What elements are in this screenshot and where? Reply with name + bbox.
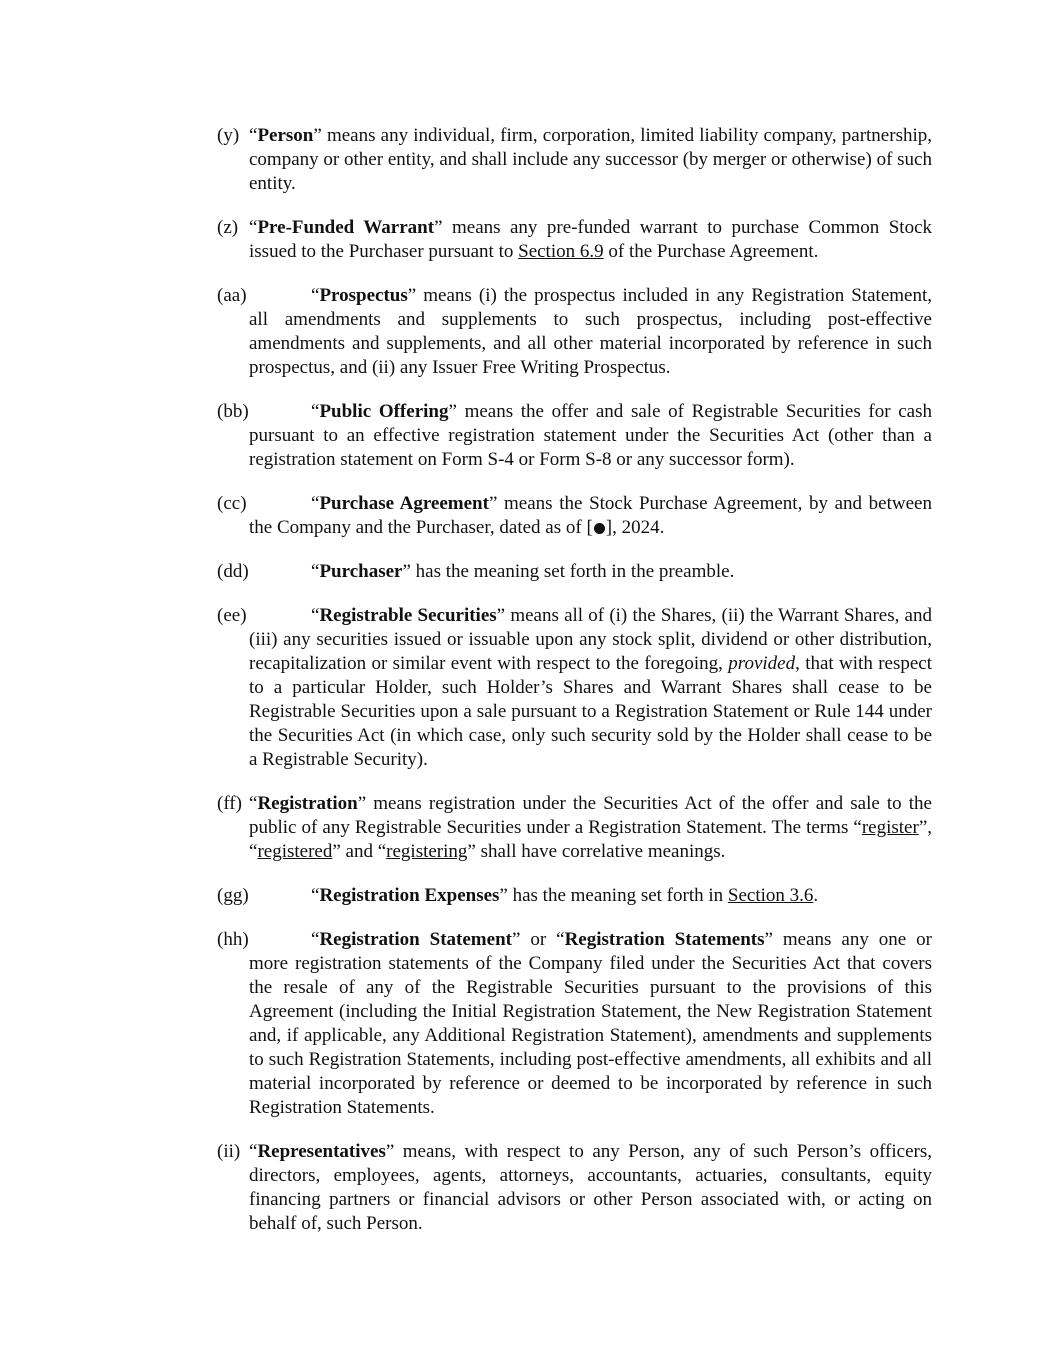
definition-label: (y) [217,125,240,146]
definition-dd: (dd) “Purchaser” has the meaning set forth in the preamble. [217,561,735,582]
definition-text: means, with respect to any Person, any of such Person’s officers, directors, employees, agents, attorneys, accountants, actuaries, consultants, equity financing partners or financial advisors or other Person associated with, or acting on behalf of, such Person. [249,1141,932,1234]
definitions-list [217,124,932,1256]
definition-label: (dd) [217,561,249,582]
definition-text: means any one or more registration statements of the Company filed under the Securities Act that covers the resale of any of the Registrable Securities pursuant to the provisions of this Agreement (including the Initial Registration Statement, the New Registration Statement and, if applicable, any Additional Registration Statement), amendments and supplements to such Registration Statements, including post-effective amendments, all exhibits and all material incorporated by reference or deemed to be incorporated by reference in such Registration Statements. [249,929,932,1118]
definition-label: (ii) [217,1141,241,1162]
defined-term: Person [257,125,314,146]
defined-term: Registration [257,793,358,814]
defined-term: Pre-Funded Warrant [257,217,435,238]
underlined-term: registering [386,841,468,862]
definition-label: (hh) [217,929,249,950]
definition-hh: (hh) “Registration Statement” or “Registration Statements” means any one or more registration statements of the Company filed under the Securities Act that covers the resale of any of the Registrable Securities pursuant to the provisions of this Agreement (including the Initial Registration Statement, the New Registration Statement and, if applicable, any Additional Registration Statement), amendments and supplements to such Registration Statements, including post-effective amendments, all exhibits and all material incorporated by reference or deemed to be incorporated by reference in such Registration Statements. [217,929,932,1118]
definition-text: means any individual, firm, corporation, limited liability company, partnership, company or other entity, and shall include any successor (by merger or otherwise) of such entity. [249,125,932,194]
definition-y: (y) “Person” means any individual, firm, corporation, limited liability company, partnership, company or other entity, and shall include any successor (by merger or otherwise) of such entity. [217,125,932,194]
definition-ii: (ii) “Representatives” means, with respect to any Person, any of such Person’s officers, directors, employees, agents, attorneys, accountants, actuaries, consultants, equity financing partners or financial advisors or other Person associated with, or acting on behalf of, such Person. [217,1141,932,1234]
definition-gg: (gg) “Registration Expenses” has the meaning set forth in Section 3.6. [217,885,819,906]
defined-term: Purchase Agreement [319,493,489,514]
definition-label: (gg) [217,885,249,906]
underlined-term: register [861,817,919,838]
definition-ff: (ff) “Registration” means registration under the Securities Act of the offer and sale to the public of any Registrable Securities under a Registration Statement. The terms “register”, “registered” and “registering” shall have correlative meanings. [217,793,932,862]
definition-cc: (cc) “Purchase Agreement” means the Stock Purchase Agreement, by and between the Company and the Purchaser, dated as of [ ], 2024. [217,493,932,538]
definition-bb: (bb) “Public Offering” means the offer and sale of Registrable Securities for cash pursuant to an effective registration statement under the Securities Act (other than a registration statement on Form S-4 or Form S-8 or any successor form). [217,401,932,470]
definition-text: ”, “ [249,817,932,862]
definition-label: (aa) [217,285,247,306]
definition-z: (z) “Pre-Funded Warrant” means any pre-funded warrant to purchase Common Stock issued to the Purchaser pursuant to Section 6.9 of the Purchase Agreement. [217,217,932,262]
definition-label: (ee) [217,605,247,626]
definition-text: ], 2024. [605,517,665,538]
defined-term: Registration Expenses [319,885,500,906]
definition-text: ” and “ [332,841,387,862]
definition-text: means registration under the Securities Act of the offer and sale to the public of any Registrable Securities under a Registration Statement. The terms “ [249,793,932,838]
definition-text: or “ [520,929,565,950]
definition-text: of the Purchase Agreement. [603,241,819,262]
bullet-placeholder-icon [594,523,605,534]
defined-term: Registrable Securities [319,605,497,626]
defined-term: Prospectus [319,285,408,306]
definition-text: , that with respect to a particular Holder, such Holder’s Shares and Warrant Shares shall cease to be Registrable Securities upon a sale pursuant to a Registration Statement or Rule 144 under the Securities Act (in which case, only such security sold by the Holder shall cease to be a Registrable Security). [249,653,932,770]
definition-aa: (aa) “Prospectus” means (i) the prospectus included in any Registration Statement, all amendments and supplements to such prospectus, including post-effective amendments and supplements, and all other material incorporated by reference in such prospectus, and (ii) any Issuer Free Writing Prospectus. [217,285,932,378]
definition-text: has the meaning set forth in [507,885,728,906]
defined-term: Registration Statements [564,929,765,950]
definition-label: (z) [217,217,239,238]
definition-text: ” shall have correlative meanings. [467,841,726,862]
definition-text: means (i) the prospectus included in any Registration Statement, all amendments and supplements to such prospectus, including post-effective amendments and supplements, and all other material incorporated by reference in such prospectus, and (ii) any Issuer Free Writing Prospectus. [249,285,932,378]
definition-text: means the offer and sale of Registrable Securities for cash pursuant to an effective registration statement under the Securities Act (other than a registration statement on Form S-4 or Form S-8 or any successor form). [249,401,932,470]
underlined-term: registered [257,841,333,862]
definition-ee: (ee) “Registrable Securities” means all of (i) the Shares, (ii) the Warrant Shares, and (iii) any securities issued or issuable upon any stock split, dividend or other distribution, recapitalization or similar event with respect to the foregoing, provided, that with respect to a particular Holder, such Holder’s Shares and Warrant Shares shall cease to be Registrable Securities upon a sale pursuant to a Registration Statement or Rule 144 under the Securities Act (in which case, only such security sold by the Holder shall cease to be a Registrable Security). [217,605,932,770]
italic-term: provided [728,653,796,674]
definition-label: (cc) [217,493,247,514]
definition-text: means any pre-funded warrant to purchase Common Stock issued to the Purchaser pursuant to [249,217,932,262]
definition-text: . [813,885,819,906]
definition-text: has the meaning set forth in the preamble. [410,561,735,582]
defined-term: Purchaser [319,561,403,582]
definition-text: means all of (i) the Shares, (ii) the Warrant Shares, and (iii) any securities issued or issuable upon any stock split, dividend or other distribution, recapitalization or similar event with respect to the foregoing, [249,605,932,674]
definition-label: (ff) [217,793,242,814]
defined-term: Registration Statement [319,929,512,950]
definition-label: (bb) [217,401,249,422]
defined-term: Public Offering [319,401,449,422]
definition-text: means the Stock Purchase Agreement, by and between the Company and the Purchaser, dated as of [ [249,493,932,538]
defined-term: Representatives [257,1141,386,1162]
section-reference: Section 6.9 [518,241,604,262]
section-reference: Section 3.6 [727,885,814,906]
